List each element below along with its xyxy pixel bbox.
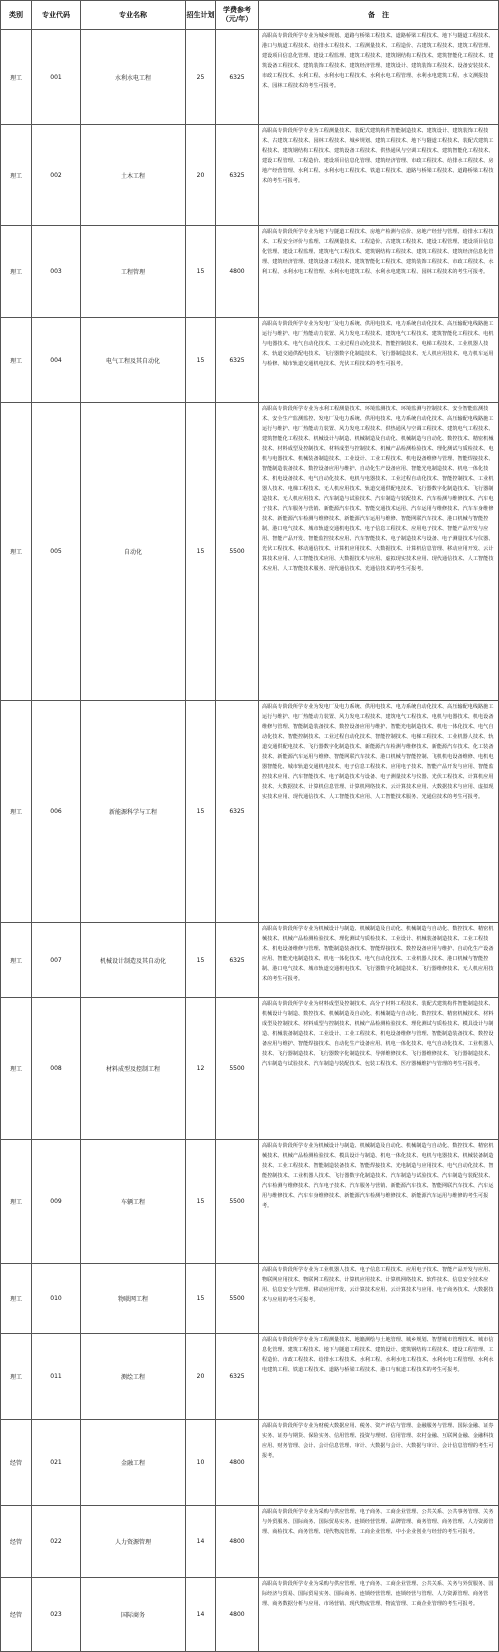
- row-name: 金融工程: [81, 1420, 186, 1506]
- table-row: [1, 403, 499, 701]
- table-body: [1, 30, 499, 1652]
- row-notes: 高职高专阶段所学专业为采购与供应管理、电子商务、工商企业管理、公共关系、公共事务管理、关务与外贸服务、国际商务、国际贸易实务、连锁经营管理、品牌管理、商务管理、商务管理、人力资源管理、商检技术、商务管理、现代物流管理、工商企业管理、中小企业创业与经营的考生可报考。: [259, 1506, 499, 1578]
- row-plan: 14: [186, 1578, 216, 1652]
- table-row: [1, 1420, 499, 1506]
- row-name: 人力资源管理: [81, 1506, 186, 1578]
- row-code: 006: [32, 701, 81, 923]
- row-notes: 高职高专阶段所学专业为机械设计与制造、机械制造及自动化、机械制造与自动化、数控技术、精密机械技术、机械产品检测检验技术、理化测试与质检技术、工业设计、机械装备制造技术、工业工程技术、机电设备维修与管理、智能制造装备技术、智能焊接技术、数控设备应用与维护、自动化生产设备应用、智能光电制造技术、机电一体化技术、电气自动化技术、工业机器人技术、港口机械与智能控制、港口电气技术、城市轨道交通机电技术、飞行器数字化制造技术、飞行器维修技术、无人机应用技术的考生可报考。: [259, 923, 499, 998]
- row-code: 009: [32, 1140, 81, 1264]
- row-category: 理工: [1, 403, 32, 701]
- row-plan: 15: [186, 226, 216, 318]
- row-fee: 6325: [216, 125, 259, 226]
- row-code: 010: [32, 1264, 81, 1334]
- row-name: 材料成型及控制工程: [81, 998, 186, 1140]
- row-name: 测绘工程: [81, 1334, 186, 1420]
- row-notes: 高职高专阶段所学专业为工程测量技术、地籍测绘与土地管理、城乡规划、智慧城市管理技术、城市信息化管理、建筑工程技术、地下与隧道工程技术、建筑设计、建筑钢结构工程技术、建设工程管理、工程造价、市政工程技术、给排水工程技术、水利工程、水利水电工程技术、水利水电工程管理、水利水电建筑工程、铁道工程技术、道路与桥梁工程技术、港口与航道工程技术的考生可报考。: [259, 1334, 499, 1420]
- row-name: 电气工程及其自动化: [81, 318, 186, 403]
- row-code: 008: [32, 998, 81, 1140]
- row-notes: 高职高专阶段所学专业为材料成型及控制技术、高分子材料工程技术、装配式建筑构件智能制造技术、机械设计与制造、数控技术、机械制造及自动化、机械制造与自动化、数控技术、精密机械技术、材料成型及控制技术、材料成型与控制技术、机械产品检测检验技术、理化测试与质检技术、模具设计与制造、机械装备制造技术、工业设计、工业工程技术、机电设备维修与管理、智能制造装备技术、数控设备应用与维护、智能焊接技术、自动化生产设备应用、机电一体化技术、电气自动化技术、工业机器人技术、飞行器制造技术、飞行器数字化制造技术、导弹维修技术、飞行器维修技术、飞行器制造技术、汽车制造与试验技术、汽车制造与装配技术、包装工程技术、医疗器械维护与管理的考生可报考。: [259, 998, 499, 1140]
- row-fee: 6325: [216, 923, 259, 998]
- row-name: 工程管理: [81, 226, 186, 318]
- row-plan: 15: [186, 923, 216, 998]
- row-fee: 5500: [216, 1264, 259, 1334]
- row-category: 理工: [1, 1264, 32, 1334]
- row-notes: 高职高专阶段所学专业为水利工程测量技术、环境监测技术、环境监测与控制技术、安全智能监测技术、安全生产监测监控、发电厂及电力系统、供用电技术、电力系统自动化技术、高压输配电线路施工运行与维护、电厂热能动力装置、风力发电工程技术、供热通风与空调工程技术、建筑电气工程技术、建筑智能化工程技术、机械设计与制造、机械制造及自动化、机械制造与自动化、数控技术、精密机械技术、材料成型及控制技术、材料成型与控制技术、机械产品检测检验技术、理化测试与质检技术、电机与电器技术、机械装备制造技术、工业设计、工业工程技术、机电设备维修与管理、智能焊接技术、智能制造装备技术、数控设备应用与维护、自动化生产设备应用、智能光电制造技术、机电一体化技术、机电设备技术、电气自动化技术、电机与电器技术、工业过程自动化技术、智能控制技术、工业机器人技术、电梯工程技术、无人机应用技术、轨道交通供配电技术、飞行器数字化制造技术、飞行器制造技术、无人机应用技术、汽车制造与试验技术、汽车制造与装配技术、汽车检测与维修技术、汽车电子技术、汽车服务与营销、新能源汽车技术、智能交通技术运用、汽车运用与维修技术、汽车车身维修技术、新能源汽车检测与维修技术、新能源汽车运用与维修、智能网联汽车技术、港口机械与智能控制、港口电气技术、城市轨道交通机电技术、电子信息工程技术、应用电子技术、智能产品开发与应用、智能产品开发、智能监控技术应用、汽车智能技术、电子制造技术与设备、电子测量技术与仪器、光伏工程技术、移动通信技术、计算机应用技术、大数据技术、计算机信息管理、移动应用开发、云计算技术应用、人工智能技术应用、大数据技术与应用、虚拟现实技术应用、现代通信技术、人工智能技术应用、人工智能技术服务、现代通信技术、光通信技术的考生可报考。: [259, 403, 499, 701]
- table-row: [1, 30, 499, 125]
- row-notes: 高职高专阶段所学专业为发电厂及电力系统、供用电技术、电力系统自动化技术、高压输配电线路施工运行与维护、电厂热能动力装置、风力发电工程技术、建筑电气工程技术、电机与电器技术、机电设备维修与管理、智能制造装备技术、数控设备应用与维护、智能光电制造技术、机电一体化技术、电气自动化技术、智能控制技术、工业过程自动化技术、智能控制技术、电梯工程技术、工业机器人技术、轨道交通供配电技术、飞行器数字化制造技术、新能源汽车检测与维修技术、新能源汽车技术、化工装备技术、新能源汽车运用与维修、智能网联汽车技术、港口机械与智能控制、飞机机电设备维修、电机电器智能化、城市轨道交通机电技术、电子信息工程技术、应用电子技术、智能产品开发与应用、智能监控技术应用、汽车智能技术、电子制造技术与设备、电子测量技术与仪器、光伏工程技术、计算机应用技术、大数据技术、计算机信息管理、计算机网络技术、云计算技术应用、大数据技术与应用、虚拟现实技术应用、现代通信技术、人工智能技术应用、人工智能技术服务、光通信技术的考生可报考。: [259, 701, 499, 923]
- table-row: [1, 226, 499, 318]
- row-fee: 4800: [216, 226, 259, 318]
- table-row: [1, 1264, 499, 1334]
- row-name: 机械设计制造及其自动化: [81, 923, 186, 998]
- row-notes: 高职高专阶段所学专业为发电厂及电力系统、供用电技术、电力系统自动化技术、高压输配电线路施工运行与维护、电厂热能动力装置、风力发电工程技术、建筑电气工程技术、建筑智能化工程技术、电机与电器技术、电气自动化技术、工业过程自动化技术、智能控制技术、电梯工程技术、工业机器人技术、轨道交通供配电技术、飞行器数字化制造技术、飞行器制造技术、无人机应用技术、电力机车运用与检修、城市轨道交通机电技术、光伏工程技术的考生可报考。: [259, 318, 499, 403]
- row-fee: 4800: [216, 1578, 259, 1652]
- row-notes: 高职高专阶段所学专业为城乡规划、道路与桥梁工程技术、道路桥梁工程技术、地下与隧道工程技术、港口与航道工程技术、给排水工程技术、工程测量技术、工程造价、古建筑工程技术、建筑工程管理、建设项目信息化管理、建设工程监理、建筑工程技术、建筑钢结构工程技术、建筑智能化工程技术、建筑设备工程技术、建筑装饰工程技术、建筑经济管理、建筑设计、建筑装饰工程技术、设备安装技术、市政工程技术、水利工程、水利水电工程技术、水利水电工程管理、水利水电建筑工程、水文测报技术、园林工程技术的考生可报考。: [259, 30, 499, 125]
- row-category: 理工: [1, 125, 32, 226]
- row-category: 理工: [1, 1140, 32, 1264]
- row-fee: 6325: [216, 1334, 259, 1420]
- row-fee: 4800: [216, 1420, 259, 1506]
- table-row: [1, 701, 499, 923]
- header-notes: 备 注: [259, 1, 499, 30]
- row-fee: 4800: [216, 1506, 259, 1578]
- row-code: 007: [32, 923, 81, 998]
- row-category: 理工: [1, 30, 32, 125]
- row-plan: 15: [186, 701, 216, 923]
- row-category: 理工: [1, 998, 32, 1140]
- row-name: 国际商务: [81, 1578, 186, 1652]
- row-fee: 6325: [216, 701, 259, 923]
- row-name: 自动化: [81, 403, 186, 701]
- table-row: [1, 1506, 499, 1578]
- table-row: [1, 1334, 499, 1420]
- row-notes: 高职高专阶段所学专业为工业机器人技术、电子信息工程技术、应用电子技术、智能产品开发与应用、物联网应用技术、物联网工程技术、计算机应用技术、计算机网络技术、软件技术、信息安全技术应用、信息安全与管理、移动应用开发、云计算技术应用、云计算技术与应用、电子商务技术、大数据技术与应用的考生可报考。: [259, 1264, 499, 1334]
- row-fee: 5500: [216, 403, 259, 701]
- table-header: [1, 1, 499, 30]
- row-plan: 14: [186, 1506, 216, 1578]
- row-code: 002: [32, 125, 81, 226]
- row-notes: 高职高专阶段所学专业为财税大数据应用、税务、资产评估与管理、金融服务与管理、国际金融、证券实务、证券与期货、保险实务、信用管理、投资与理财、信用管理、农村金融、互联网金融、金融科技应用、财务管理、会计、会计信息管理、审计、大数据与会计、大数据与审计、会计信息管理的考生可报考。: [259, 1420, 499, 1506]
- header-fee: 学费参考（元/年）: [216, 1, 259, 30]
- header-code: 专业代码: [32, 1, 81, 30]
- row-fee: 5500: [216, 1140, 259, 1264]
- row-name: 车辆工程: [81, 1140, 186, 1264]
- row-code: 022: [32, 1506, 81, 1578]
- row-notes: 高职高专阶段所学专业为工程测量技术、装配式建筑构件智能制造技术、建筑设计、建筑装饰工程技术、古建筑工程技术、园林工程技术、城乡规划、建筑工程技术、地下与隧道工程技术、装配式建筑工程技术、建筑钢结构工程技术、建筑设备工程技术、供热通风与空调工程技术、建筑智能化工程技术、建设工程管理、工程造价、建设项目信息化管理、建筑经济管理、市政工程技术、给排水工程技术、房地产经营管理、水利工程、水利水电工程技术、铁道工程技术、道路与桥梁工程技术、道路桥梁工程技术的考生可报考。: [259, 125, 499, 226]
- row-category: 理工: [1, 923, 32, 998]
- row-code: 021: [32, 1420, 81, 1506]
- row-category: 经管: [1, 1506, 32, 1578]
- row-plan: 20: [186, 125, 216, 226]
- row-fee: 6325: [216, 30, 259, 125]
- row-plan: 15: [186, 318, 216, 403]
- table-row: [1, 1140, 499, 1264]
- table-row: [1, 923, 499, 998]
- row-plan: 12: [186, 998, 216, 1140]
- row-plan: 15: [186, 403, 216, 701]
- row-plan: 10: [186, 1420, 216, 1506]
- row-code: 005: [32, 403, 81, 701]
- row-plan: 20: [186, 1334, 216, 1420]
- row-code: 004: [32, 318, 81, 403]
- row-notes: 高职高专阶段所学专业为地下与隧道工程技术、房地产检测与估价、房地产经营与管理、给排水工程技术、工程安全评价与监理、工程测量技术、工程造价、古建筑工程技术、建设工程管理、建设项目信息化管理、建设工程监理、建筑电气工程技术、建筑钢结构工程技术、建筑工程技术、建筑经济信息化管理、建筑经济管理、建筑设备工程技术、建筑智能化工程技术、建筑装饰工程技术、市政工程技术、水利工程、水利水电工程管理、水利水电建筑工程、水利水电建筑工程、园林工程技术的考生可报考。: [259, 226, 499, 318]
- header-name: 专业名称: [81, 1, 186, 30]
- table-row: [1, 125, 499, 226]
- row-fee: 5500: [216, 998, 259, 1140]
- header-row: [1, 1, 499, 30]
- row-code: 001: [32, 30, 81, 125]
- row-category: 理工: [1, 318, 32, 403]
- table-row: [1, 1578, 499, 1652]
- row-name: 新能源科学与工程: [81, 701, 186, 923]
- row-category: 理工: [1, 1334, 32, 1420]
- row-notes: 高职高专阶段所学专业为机械设计与制造、机械制造及自动化、机械制造与自动化、数控技术、精密机械技术、机械产品检测检验技术、模具设计与制造、机电一体化技术、电机与电器技术、机械装备制造技术、工业工程技术、智能制造装备技术、智能焊接技术、光电制造与应用技术、电气自动化技术、智能控制技术、工业机器人技术、飞行器数字化制造技术、汽车制造与试验技术、汽车制造与装配技术、汽车检测与维修技术、汽车电子技术、汽车服务与营销、新能源汽车技术、智能网联汽车技术、汽车运用与维修技术、汽车车身维修技术、新能源汽车检测与维修技术、新能源汽车运用与维修的考生可报考。: [259, 1140, 499, 1264]
- row-plan: 15: [186, 1264, 216, 1334]
- row-category: 理工: [1, 701, 32, 923]
- row-category: 经管: [1, 1420, 32, 1506]
- row-code: 023: [32, 1578, 81, 1652]
- row-notes: 高职高专阶段所学专业为采购与供应管理、电子商务、工商企业管理、公共关系、关务与外贸服务、国际经济与贸易、国际贸易实务、国际商务、连锁经营管理、连锁经营与管理、人力资源管理、商务管理、商务数据分析与应用、市场营销、现代物流管理、物流管理、工商企业管理的考生可报考。: [259, 1578, 499, 1652]
- row-fee: 6325: [216, 318, 259, 403]
- row-name: 物联网工程: [81, 1264, 186, 1334]
- row-category: 经管: [1, 1578, 32, 1652]
- row-plan: 15: [186, 1140, 216, 1264]
- row-plan: 25: [186, 30, 216, 125]
- row-name: 土木工程: [81, 125, 186, 226]
- table-row: [1, 318, 499, 403]
- table-row: [1, 998, 499, 1140]
- row-code: 011: [32, 1334, 81, 1420]
- row-category: 理工: [1, 226, 32, 318]
- header-plan: 招生计划: [186, 1, 216, 30]
- row-name: 水利水电工程: [81, 30, 186, 125]
- header-category: 类别: [1, 1, 32, 30]
- row-code: 003: [32, 226, 81, 318]
